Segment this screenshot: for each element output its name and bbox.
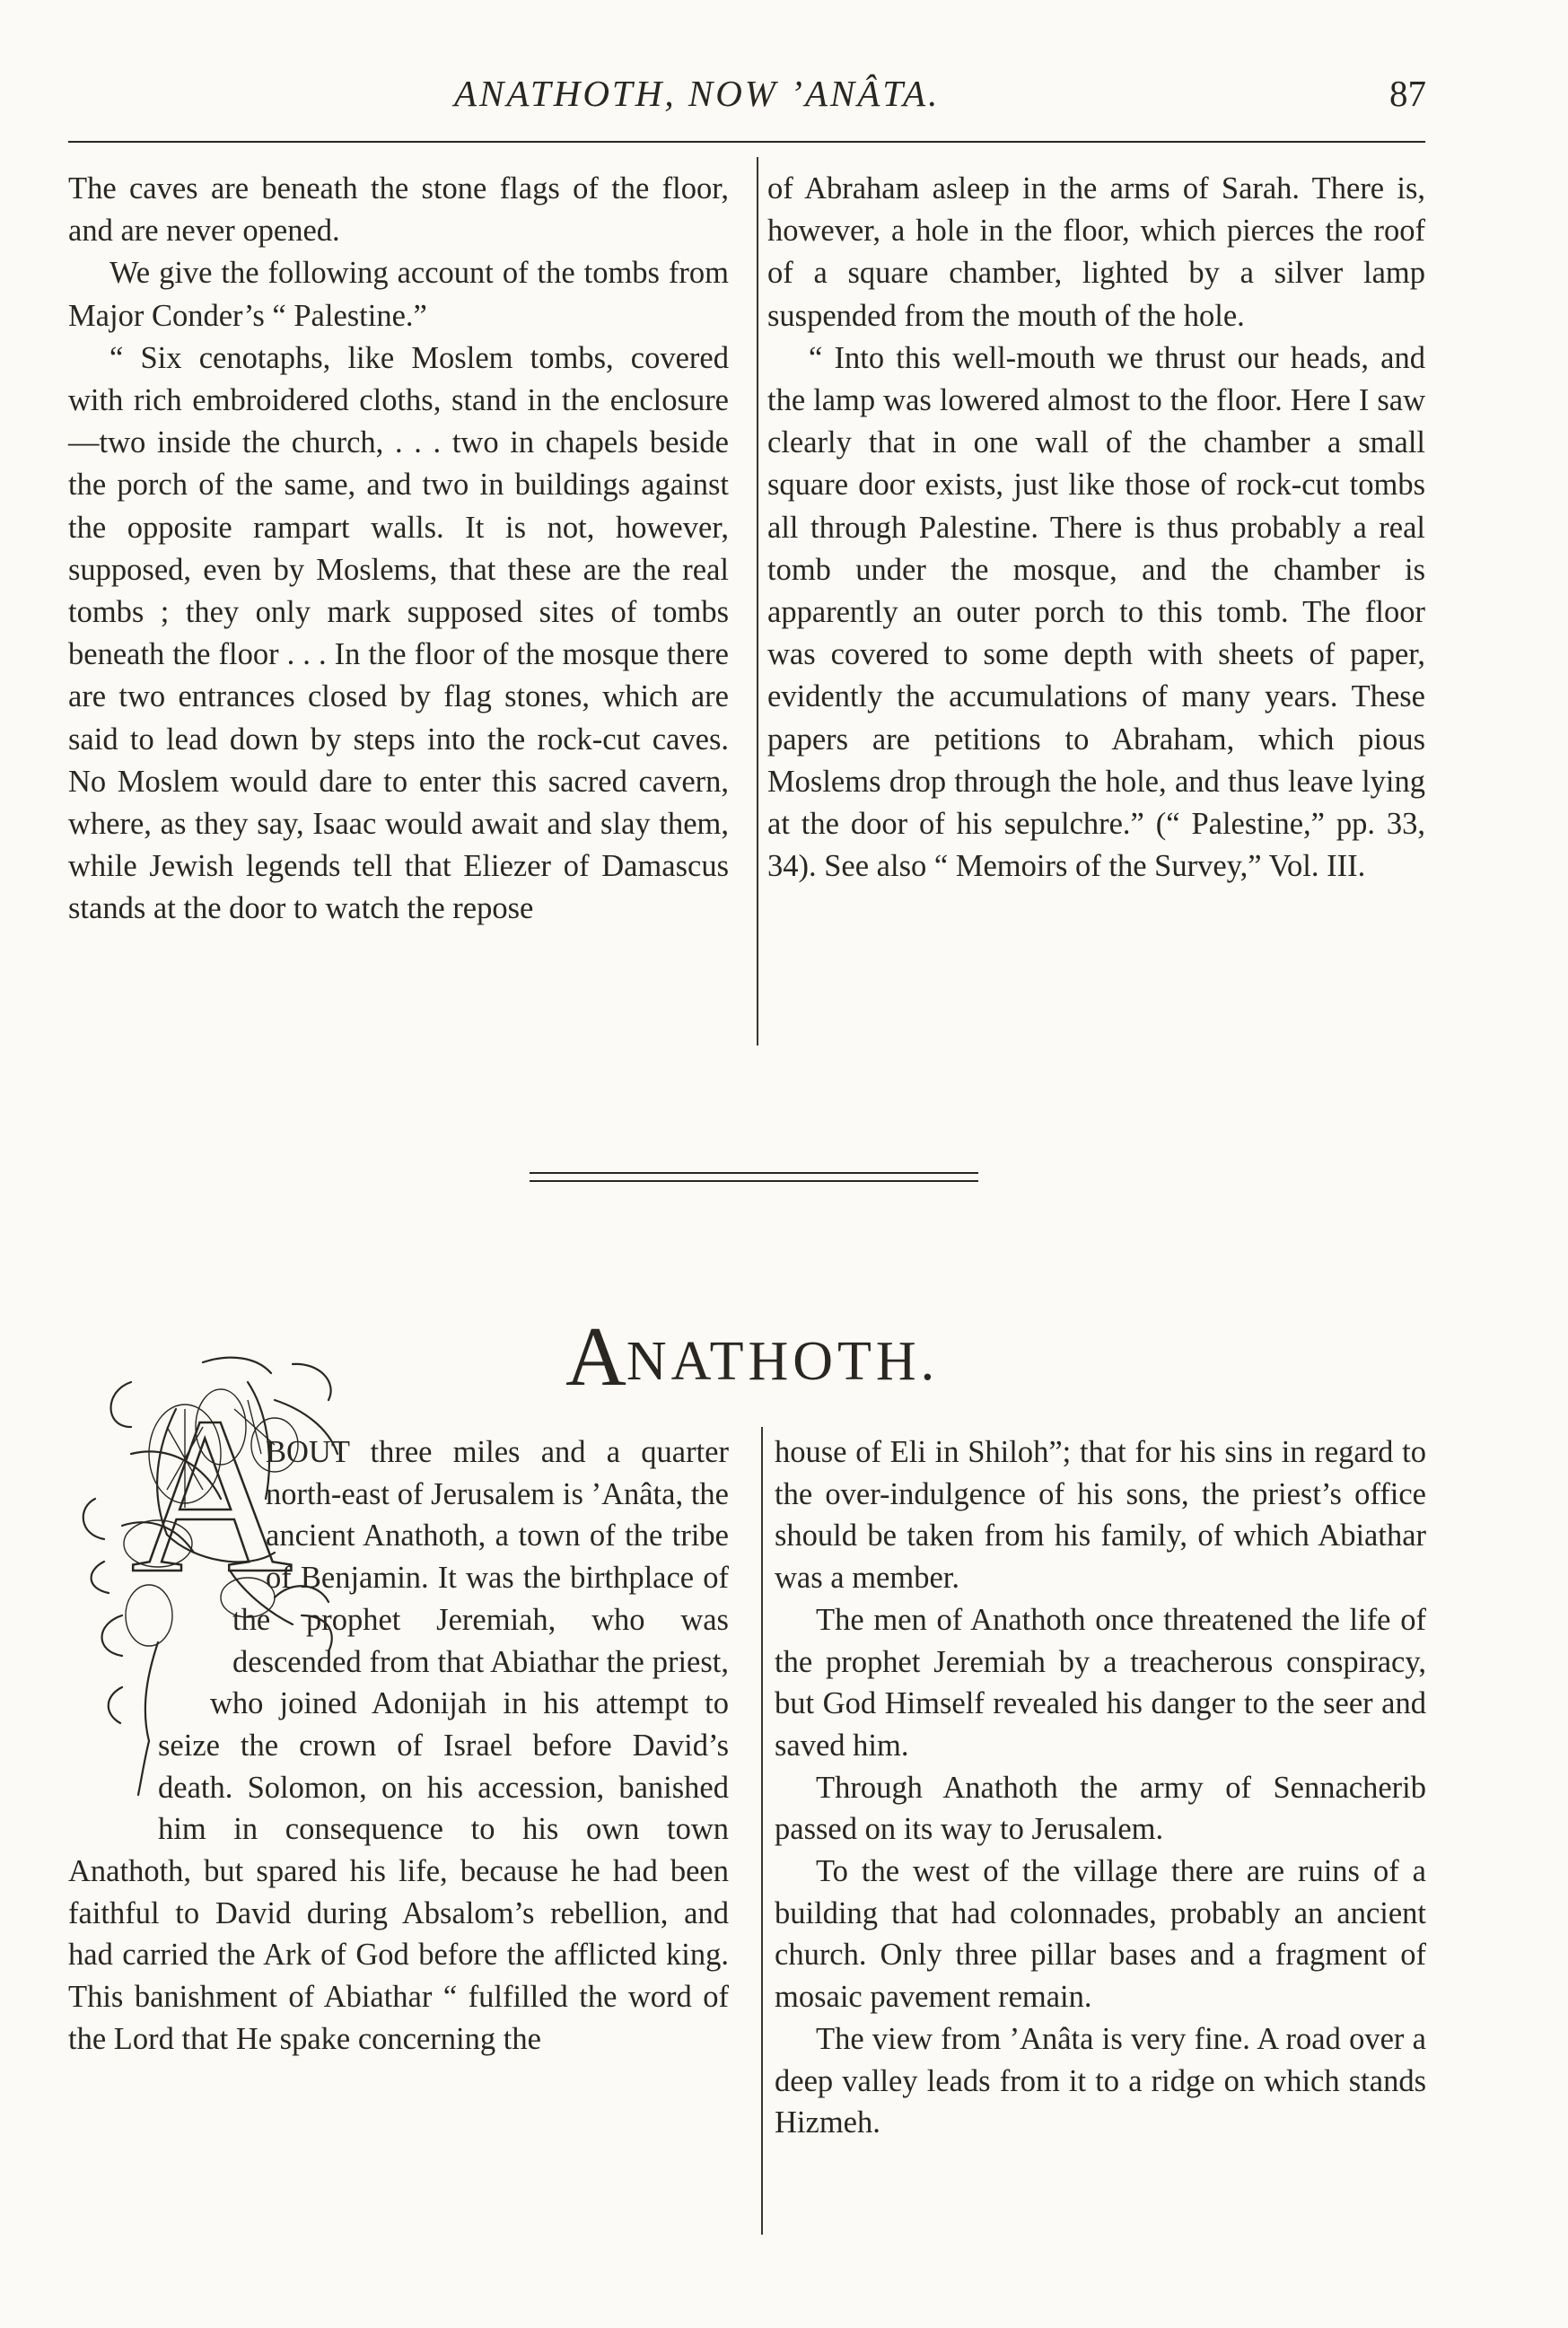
dropcap-spacer (68, 1431, 257, 1474)
paragraph: We give the following account of the tombs from Major Conder’s “ Palestine.” (68, 256, 729, 333)
section-title (565, 1308, 939, 1405)
section-divider-rule (530, 1172, 978, 1174)
dropcap-spacer (68, 1599, 225, 1641)
top-left-column (68, 168, 729, 931)
paragraph: The view from ’Anâta is very fine. A road over a deep valley leads from it to a ridge on which stands Hizmeh. (775, 2021, 1426, 2140)
paragraph: The caves are beneath the stone flags of the floor, and are never opened. (68, 171, 729, 249)
dropcap-letter: A (130, 1371, 293, 1620)
dropcap-spacer (68, 1474, 266, 1516)
dropcap-spacer (68, 1767, 158, 1809)
bottom-right-column (775, 1431, 1426, 2144)
dropcap-spacer (68, 1515, 266, 1557)
paragraph: house of Eli in Shiloh”; that for his sins in regard to the over-indulgence of his sons, the priest’s office should be taken from his family, of which Abiathar was a member. (775, 1435, 1426, 1596)
page-number: 87 (1389, 73, 1426, 114)
dropcap-spacer (68, 1683, 210, 1725)
section-title-rest: NATHOTH. (626, 1331, 940, 1392)
column-divider (757, 157, 758, 1046)
section-title-initial: A (565, 1310, 626, 1404)
dropcap-spacer (68, 1641, 232, 1683)
paragraph: Through Anathoth the army of Sennacherib passed on its way to Jerusalem. (775, 1770, 1426, 1847)
section-divider-rule (530, 1180, 978, 1182)
dropcap-spacer (68, 1557, 266, 1599)
running-head (0, 72, 1568, 126)
paragraph: To the west of the village there are ruins of a building that had colonnades, probably an ancient church. Only three pillar bases and a fragment of mosaic pavement remain. (775, 1854, 1426, 2015)
paragraph: The men of Anathoth once threatened the life of the prophet Jeremiah by a treacherous conspiracy, but God Himself revealed his danger to the seer and saved him. (775, 1602, 1426, 1763)
paragraph: of Abraham asleep in the arms of Sarah. There is, however, a hole in the floor, which pierces the roof of a square chamber, lighted by a silver lamp suspended from the mouth of the hole. (767, 171, 1425, 333)
dropcap-spacer (68, 1725, 158, 1767)
bottom-left-column (68, 1431, 729, 2061)
paragraph: “ Six cenotaphs, like Moslem tombs, covered with rich embroidered cloths, stand in the enclosure—two inside the church, . . . two in chapels beside the porch of the same, and two in buildings against the opposite rampart walls. It is not, however, supposed, even by Moslems, that these are the real tombs ; they only mark supposed sites of tombs beneath the floor . . . In the floor of the mosque there are two entrances closed by flag stones, which are said to lead down by steps into the rock-cut caves. No Moslem would dare to enter this sacred cavern, where, as they say, Isaac would await and slay them, while Jewish legends tell that Eliezer of Damascus stands at the door to watch the repose (68, 340, 729, 926)
running-title: ANATHOTH, NOW ’ANÂTA. (454, 73, 941, 114)
column-divider (761, 1427, 763, 2235)
paragraph: “ Into this well-mouth we thrust our heads, and the lamp was lowered almost to the floor. Here I saw clearly that in one wall of the chamber a small square door exists, just like those of rock-cut tombs all through Palestine. There is thus probably a real tomb under the mosque, and the chamber is apparently an outer porch to this tomb. The floor was covered to some depth with sheets of paper, evidently the accumulations of many years. These papers are petitions to Abraham, which pious Moslems drop through the hole, and thus leave lying at the door of his sepulchre.” (“ Palestine,” pp. 33, 34). See also “ Memoirs of the Survey,” Vol. III. (767, 340, 1425, 884)
paragraph: BOUT three miles and a quarter north-east of Jerusalem is ’Anâta, the ancient Anathoth, a town of the tribe of Benjamin. It was the birthplace of the prophet Jeremiah, who was descended from that Abiathar the priest, who joined Adonijah in his attempt to seize the crown of Israel before David’s death. Solomon, on his accession, banished him in consequence to his own town Anathoth, but spared his life, because he had been faithful to David during Absalom’s rebellion, and had carried the Ark of God before the afflicted king. This banishment of Abiathar “ fulfilled the word of the Lord that He spake concerning the (68, 1435, 729, 2056)
dropcap-spacer (68, 1808, 158, 1851)
header-rule (68, 141, 1425, 143)
top-right-column (767, 168, 1425, 888)
